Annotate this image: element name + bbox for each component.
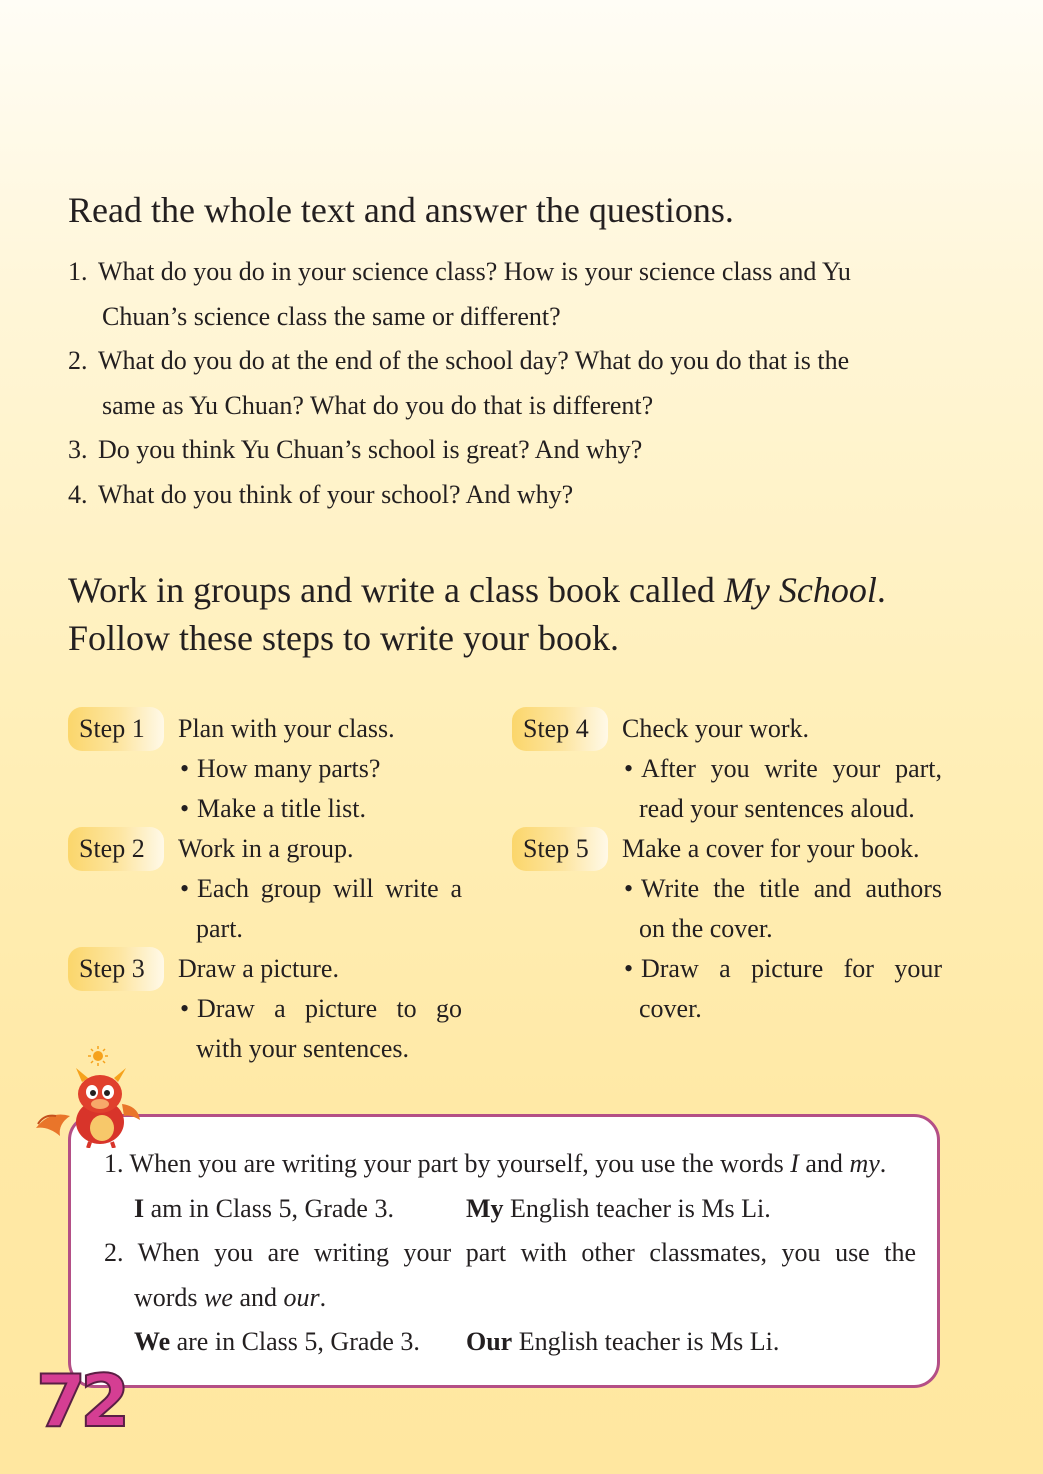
- step-2-bullet-1: [180, 869, 462, 909]
- question-3: [68, 428, 942, 473]
- bullet-text: Write the title and authors: [641, 874, 942, 903]
- tip-text: .: [879, 1149, 887, 1178]
- step-1-bullet-1: [180, 749, 380, 789]
- question-text-cont: Chuan’s science class the same or different?: [102, 301, 561, 331]
- step-5-bullet-1-cont: on the cover.: [639, 914, 773, 943]
- step-4-label: Step 4: [512, 707, 608, 751]
- bullet-text: Draw a picture to go: [197, 994, 462, 1023]
- tip-number: 1.: [104, 1149, 124, 1178]
- bullet-dot: •: [180, 994, 190, 1023]
- step-3-bullet-1-cont: with your sentences.: [196, 1034, 410, 1063]
- step-2-text: Work in a group.: [178, 834, 354, 863]
- tip-word: my: [849, 1149, 880, 1178]
- step-5-bullet-2: [624, 949, 942, 989]
- question-number: 3.: [68, 435, 88, 464]
- section2-title-line2: Follow these steps to write your book.: [68, 618, 619, 658]
- tip-item-1: [104, 1142, 886, 1186]
- tip-text: and: [232, 1283, 284, 1312]
- question-text: What do you do at the end of the school day? What do you do that is the: [98, 346, 850, 375]
- section2-title-a: Work in groups and write a class book called: [68, 570, 724, 610]
- tip-bold-word: We: [134, 1327, 171, 1356]
- question-number: 2.: [68, 346, 88, 375]
- tip-text: English teacher is Ms Li.: [503, 1194, 771, 1223]
- tip-text: am in Class 5, Grade 3.: [144, 1194, 394, 1223]
- question-number: 1.: [68, 257, 88, 286]
- dragon-mascot-icon: [30, 1044, 150, 1148]
- bullet-dot: •: [624, 754, 634, 783]
- page-number: 72: [36, 1360, 125, 1436]
- tip-number: 2.: [104, 1238, 124, 1267]
- tip-text: are in Class 5, Grade 3.: [170, 1327, 420, 1356]
- step-3-text: Draw a picture.: [178, 954, 339, 983]
- question-text: Do you think Yu Chuan’s school is great? And why?: [98, 435, 643, 464]
- tip-text: words: [134, 1283, 205, 1312]
- step-5-label: Step 5: [512, 827, 608, 871]
- page-number-decorated: [28, 1360, 138, 1436]
- step-4-text: Check your work.: [622, 714, 810, 743]
- bullet-text: Make a title list.: [197, 794, 366, 823]
- step-4-bullet-1: [624, 749, 942, 789]
- book-title: My School: [723, 570, 877, 610]
- tip-word: we: [204, 1283, 233, 1312]
- step-5-bullet-2-cont: cover.: [639, 994, 702, 1023]
- bullet-dot: •: [180, 754, 190, 783]
- tip-word: our: [283, 1283, 320, 1312]
- tip-bold-word: I: [134, 1194, 145, 1223]
- tip-box: [68, 1114, 940, 1388]
- tip-text: .: [319, 1283, 327, 1312]
- bullet-dot: •: [624, 874, 634, 903]
- bullet-text: After you write your part,: [641, 754, 942, 783]
- bullet-text: Draw a picture for your: [641, 954, 942, 983]
- tip-example-2a: [134, 1320, 420, 1364]
- step-2-label: Step 2: [68, 827, 164, 871]
- tip-example-2b: [466, 1320, 779, 1364]
- bullet-dot: •: [180, 794, 190, 823]
- step-5-bullet-1: [624, 869, 942, 909]
- tip-text: English teacher is Ms Li.: [512, 1327, 780, 1356]
- question-1: [68, 250, 942, 339]
- tip-example-1a: [134, 1187, 394, 1231]
- tip-item-2: [104, 1231, 916, 1275]
- question-2: [68, 339, 942, 428]
- question-number: 4.: [68, 479, 88, 509]
- step-3-bullet-1: [180, 989, 462, 1029]
- tip-example-1b: [466, 1187, 771, 1231]
- step-3-label: Step 3: [68, 947, 164, 991]
- step-5-text: Make a cover for your book.: [622, 834, 920, 863]
- section2-title-end: .: [876, 570, 886, 610]
- question-4: [68, 473, 942, 518]
- question-text: What do you do in your science class? How is your science class and Yu: [98, 257, 851, 286]
- step-4-bullet-1-cont: read your sentences aloud.: [639, 794, 915, 823]
- section2-title: [68, 566, 886, 662]
- tip-text: and: [798, 1149, 850, 1178]
- question-list: [68, 250, 942, 517]
- step-2-bullet-1-cont: part.: [196, 914, 243, 943]
- bullet-text: Each group will write a: [197, 874, 462, 903]
- section1-title: Read the whole text and answer the questions.: [68, 190, 734, 230]
- bullet-dot: •: [624, 954, 634, 983]
- tip-text: When you are writing your part by yourself, you use the words: [129, 1149, 791, 1178]
- bullet-dot: •: [180, 874, 190, 903]
- question-text-cont: same as Yu Chuan? What do you do that is different?: [102, 390, 654, 420]
- tip-bold-word: Our: [466, 1327, 513, 1356]
- bullet-text: How many parts?: [197, 754, 381, 783]
- step-1-bullet-2: [180, 789, 366, 829]
- tip-text: When you are writing your part with other classmates, you use the: [137, 1238, 917, 1267]
- tip-item-2-cont: [134, 1276, 326, 1320]
- question-text: What do you think of your school? And why?: [98, 479, 574, 509]
- tip-bold-word: My: [466, 1194, 504, 1223]
- tip-word: I: [790, 1149, 799, 1178]
- step-1-text: Plan with your class.: [178, 714, 395, 743]
- step-1-label: Step 1: [68, 707, 164, 751]
